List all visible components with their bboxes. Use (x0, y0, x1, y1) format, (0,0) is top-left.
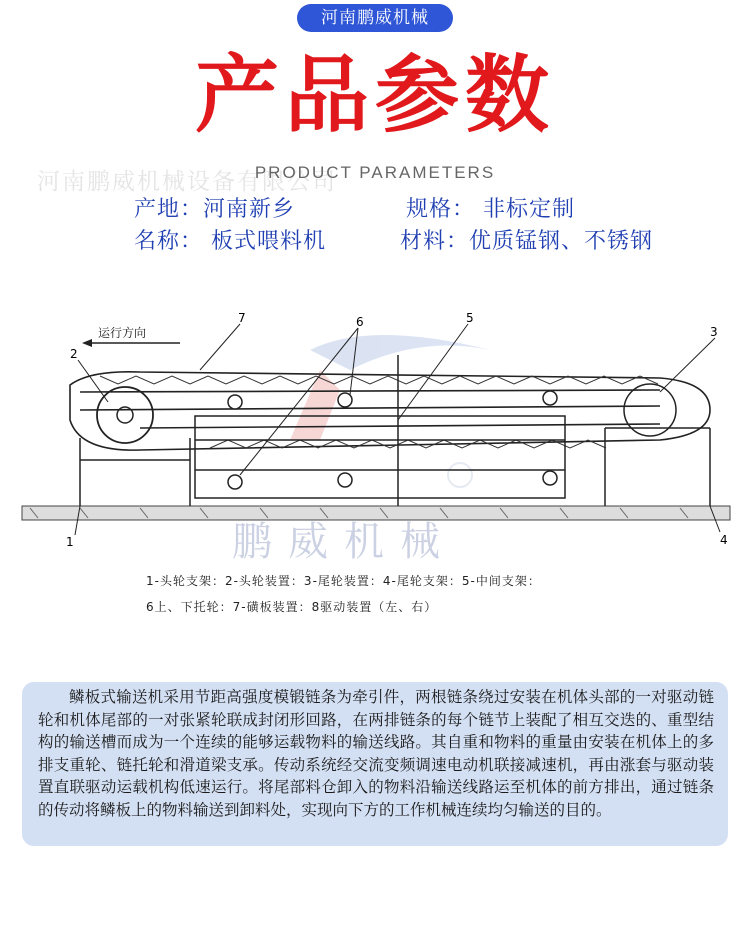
logo-watermark (290, 335, 490, 487)
label-2: 2 (70, 347, 78, 361)
label-4: 4 (720, 533, 728, 547)
conveyor-body (70, 372, 710, 450)
legend-line-2: 6上、下托轮：7-磺板装置：8驱动装置（左、右） (146, 600, 438, 614)
description-text: 鳞板式输送机采用节距高强度模锻链条为牵引件，两根链条绕过安装在机体头部的一对驱动链轮和机体尾部的一对张紧轮联成封闭形回路，在两排链条的每个链节上装配了相互交迭的、重型结构的输送槽而成为一个连续的能够运载物料的输送线路。其自重和物料的重量由安装在机体上的多排支重轮、链托轮和滑道梁支承。传动系统经交流变频调速电动机联接减速机，再由涨套与驱动装置直联驱动运载机构低速运行。将尾部料仓卸入的物料沿输送线路运至机体的前方排出，通过链条的传动将鳞板上的物料输送到卸料处，实现向下方的工作机械连续均匀输送的目的。 (38, 688, 714, 819)
brand-badge: 河南鹏威机械 (297, 4, 453, 32)
label-7: 7 (238, 311, 246, 325)
direction-label: 运行方向 (98, 326, 147, 340)
legend-line-1: 1-头轮支架：2-头轮装置：3-尾轮装置：4-尾轮支架：5-中间支架： (146, 574, 541, 588)
brand-watermark: 鹏威机械 (232, 519, 456, 565)
label-5: 5 (466, 311, 474, 325)
param-name: 名称： 板式喂料机 (134, 229, 326, 254)
conveyor-plates (100, 376, 658, 448)
label-1: 1 (66, 535, 74, 549)
param-material: 材料：优质锰钢、不锈钢 (400, 229, 654, 254)
label-6: 6 (356, 315, 364, 329)
head-wheel (97, 387, 153, 443)
page-subtitle: PRODUCT PARAMETERS (254, 163, 496, 182)
company-watermark: 河南鹏威机械设备有限公司 (37, 169, 337, 195)
param-spec: 规格： 非标定制 (406, 197, 575, 222)
page-title: 产品参数 (194, 46, 555, 144)
param-origin: 产地：河南新乡 (134, 197, 296, 222)
label-3: 3 (710, 325, 718, 339)
